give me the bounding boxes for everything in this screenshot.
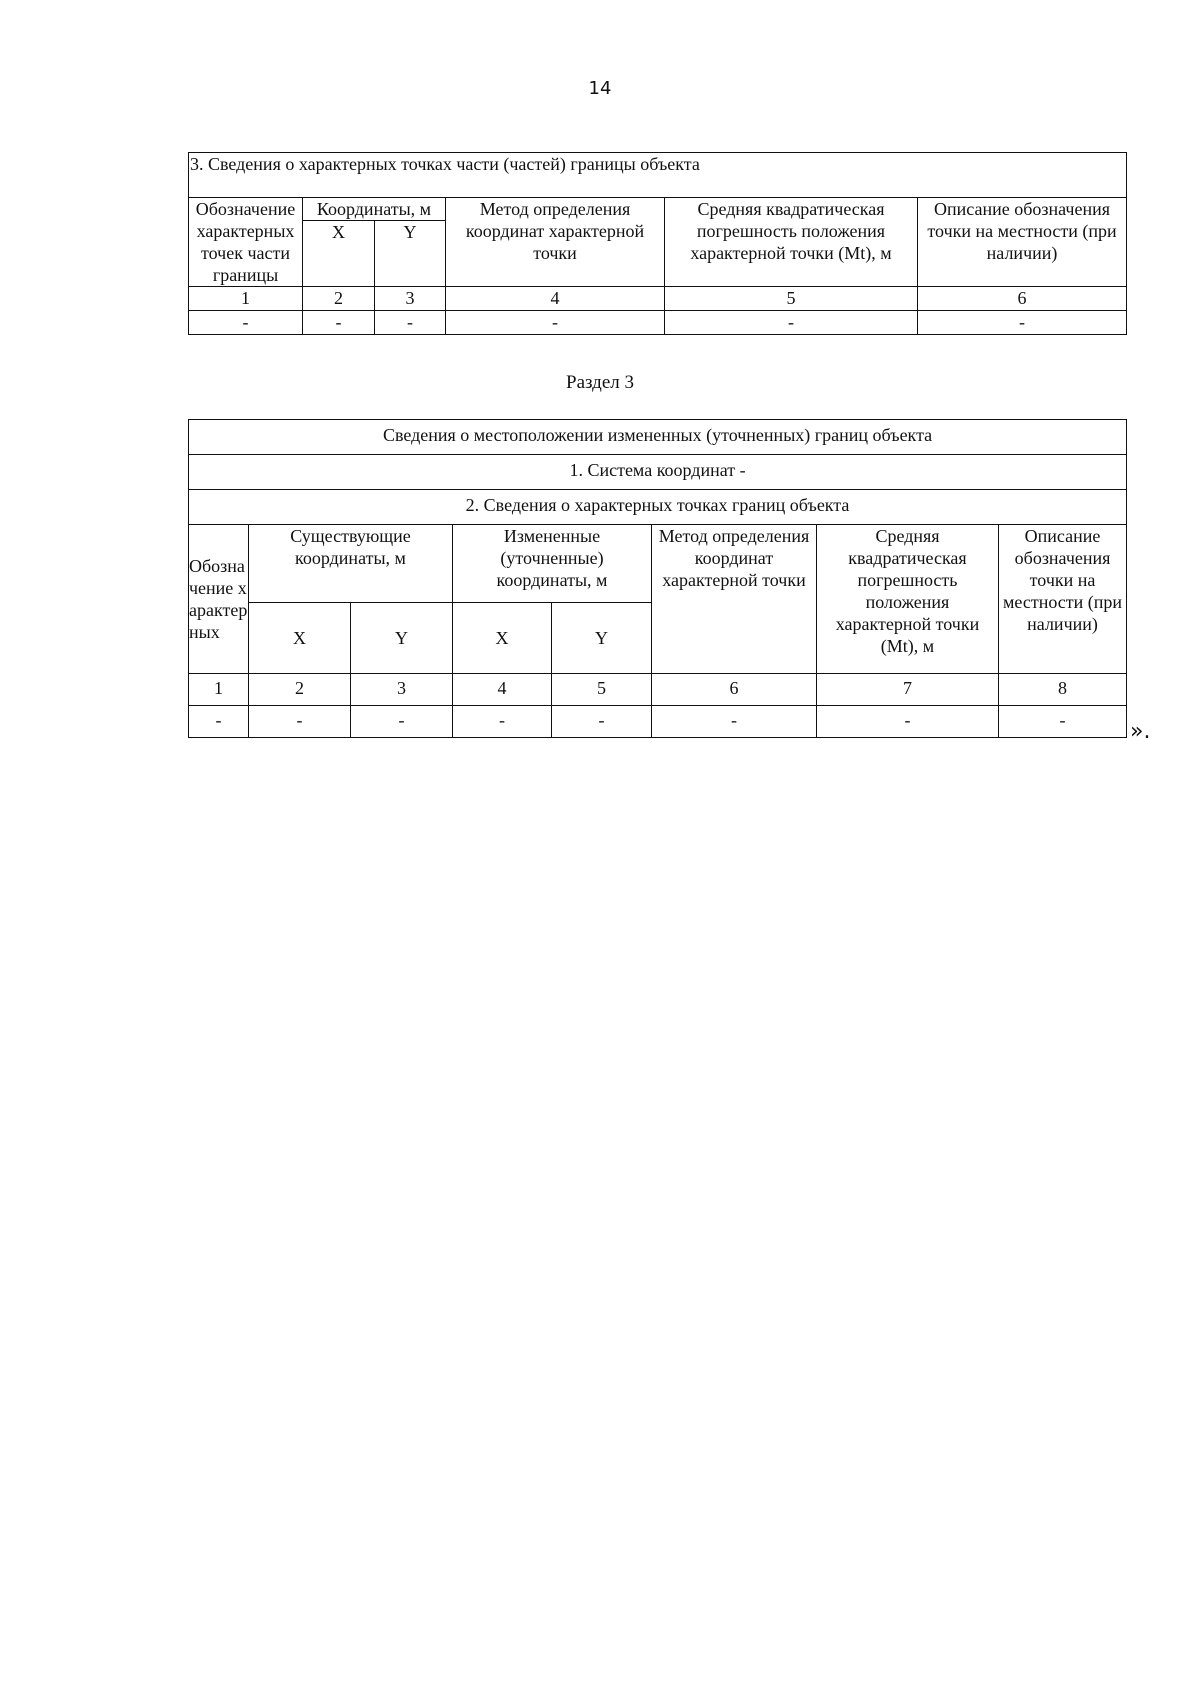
- column-number: 3: [375, 287, 446, 311]
- table-cell: -: [652, 706, 817, 738]
- table-cell: -: [918, 311, 1127, 335]
- table-title: Сведения о местоположении измененных (уточненных) границ объекта: [189, 420, 1127, 455]
- header-existing-x: X: [249, 603, 351, 674]
- column-number: 6: [652, 674, 817, 706]
- coordinate-system: 1. Система координат -: [189, 455, 1127, 490]
- table-cell: -: [453, 706, 552, 738]
- header-description: Описание обозначения точки на местности (при наличии): [918, 198, 1127, 287]
- table-cell: -: [189, 706, 249, 738]
- table-cell: -: [189, 311, 303, 335]
- table-cell: -: [249, 706, 351, 738]
- table-cell: -: [665, 311, 918, 335]
- header-error: Средняя квадратическая погрешность положения характерной точки (Mt), м: [817, 525, 999, 674]
- table-caption-row: [189, 153, 1127, 198]
- header-existing-coordinates: Существующие координаты, м: [249, 525, 453, 603]
- header-changed-coordinates: Измененные (уточненные) координаты, м: [453, 525, 652, 603]
- header-coordinates: Координаты, м: [303, 198, 446, 221]
- closing-quote-mark: ».: [1130, 719, 1151, 744]
- table-cell: -: [375, 311, 446, 335]
- column-number: 1: [189, 287, 303, 311]
- column-number: 8: [999, 674, 1127, 706]
- table-cell: -: [446, 311, 665, 335]
- table-row: [189, 311, 1127, 335]
- table-row: [189, 706, 1127, 738]
- header-existing-y: Y: [351, 603, 453, 674]
- coordinate-system-row: [189, 455, 1127, 490]
- table-subtitle: 2. Сведения о характерных точках границ объекта: [189, 490, 1127, 525]
- header-row: [189, 525, 1127, 603]
- header-designation: Обозначение характерных: [189, 525, 249, 674]
- header-row: [189, 198, 1127, 221]
- header-method: Метод определения координат характерной точки: [652, 525, 817, 674]
- column-number: 2: [303, 287, 375, 311]
- header-error: Средняя квадратическая погрешность положения характерной точки (Mt), м: [665, 198, 918, 287]
- table-cell: -: [999, 706, 1127, 738]
- column-number-row: [189, 674, 1127, 706]
- table-cell: -: [351, 706, 453, 738]
- column-number: 6: [918, 287, 1127, 311]
- table-subtitle-row: [189, 490, 1127, 525]
- changed-boundaries-table: [188, 419, 1127, 738]
- table-caption: 3. Сведения о характерных точках части (частей) границы объекта: [189, 153, 1127, 198]
- column-number: 4: [453, 674, 552, 706]
- column-number-row: [189, 287, 1127, 311]
- header-changed-y: Y: [552, 603, 652, 674]
- characteristic-points-table: [188, 152, 1127, 335]
- table-cell: -: [303, 311, 375, 335]
- column-number: 2: [249, 674, 351, 706]
- section-heading: Раздел 3: [566, 372, 634, 393]
- column-number: 7: [817, 674, 999, 706]
- header-x: X: [303, 221, 375, 287]
- header-y: Y: [375, 221, 446, 287]
- header-method: Метод определения координат характерной точки: [446, 198, 665, 287]
- table-cell: -: [817, 706, 999, 738]
- column-number: 4: [446, 287, 665, 311]
- table-title-row: [189, 420, 1127, 455]
- column-number: 5: [665, 287, 918, 311]
- column-number: 1: [189, 674, 249, 706]
- column-number: 3: [351, 674, 453, 706]
- header-description: Описание обозначения точки на местности (при наличии): [999, 525, 1127, 674]
- table-cell: -: [552, 706, 652, 738]
- page-number: 14: [588, 78, 612, 99]
- header-changed-x: X: [453, 603, 552, 674]
- column-number: 5: [552, 674, 652, 706]
- header-designation: Обозначение характерных точек части границы: [189, 198, 303, 287]
